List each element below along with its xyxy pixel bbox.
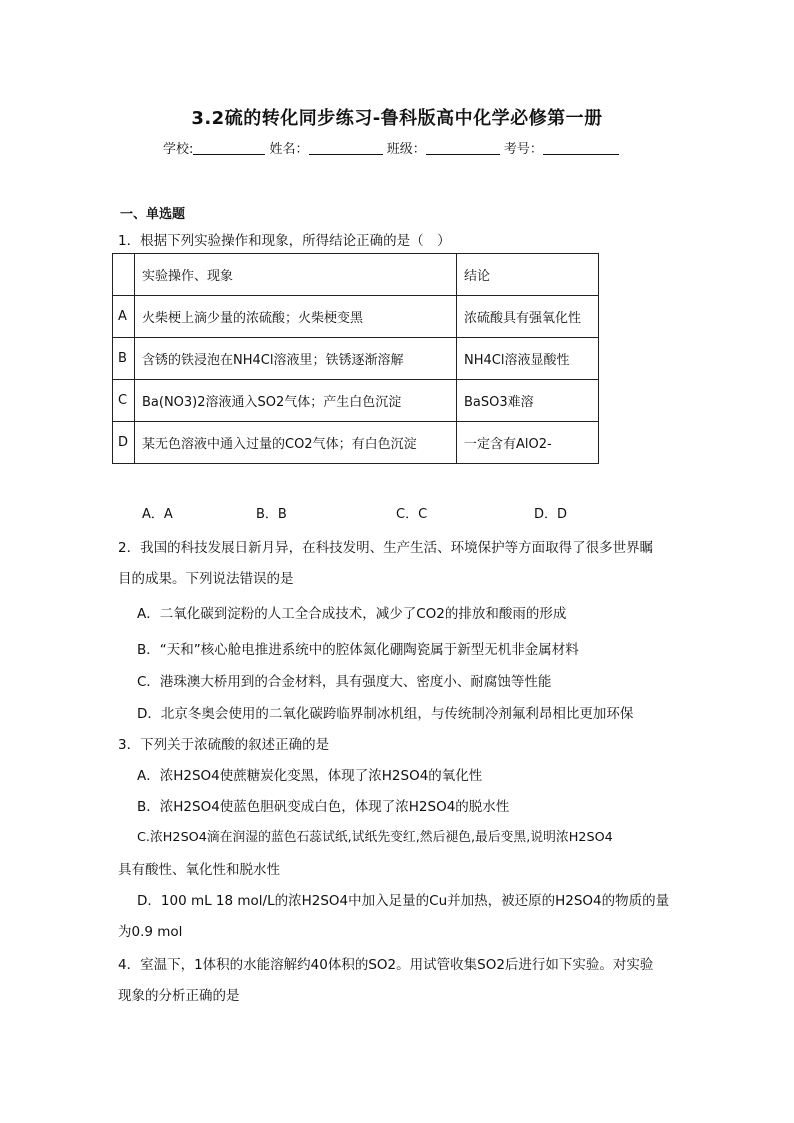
question-2-option-d[interactable]: D．北京冬奥会使用的二氧化碳跨临界制冰机组，与传统制冷剂氟利昂相比更加环保 <box>137 706 634 722</box>
question-3-stem: 3．下列关于浓硫酸的叙述正确的是 <box>118 737 330 753</box>
question-3-option-d-continued: 为0.9 mol <box>118 924 183 940</box>
row-label: A <box>113 296 135 338</box>
choice-c[interactable]: C．C <box>396 507 428 522</box>
row-label: C <box>113 380 135 422</box>
table-header-cell: 实验操作、现象 <box>135 254 457 296</box>
question-3-option-a[interactable]: A．浓H2SO4使蔗糖炭化变黑，体现了浓H2SO4的氧化性 <box>137 768 483 784</box>
choice-b[interactable]: B．B <box>256 507 287 522</box>
row-label: B <box>113 338 135 380</box>
table-cell: BaSO3难溶 <box>457 380 599 422</box>
table-cell: 浓硫酸具有强氧化性 <box>457 296 599 338</box>
question-3-option-c[interactable]: C.浓H2SO4滴在润湿的蓝色石蕊试纸,试纸先变红,然后褪色,最后变黑,说明浓H2SO4 <box>137 830 613 845</box>
table-cell: Ba(NO3)2溶液通入SO2气体；产生白色沉淀 <box>135 380 457 422</box>
school-label: 学校: <box>163 142 194 157</box>
question-1-stem: 1．根据下列实验操作和现象，所得结论正确的是（ ） <box>118 233 451 249</box>
choice-a[interactable]: A．A <box>142 507 173 522</box>
row-label: D <box>113 422 135 464</box>
table-cell: 火柴梗上滴少量的浓硫酸；火柴梗变黑 <box>135 296 457 338</box>
question-4-stem-line-1: 4．室温下，1体积的水能溶解约40体积的SO2。用试管收集SO2后进行如下实验。对实验 <box>118 957 654 973</box>
id-blank[interactable] <box>543 142 619 155</box>
table-cell: 某无色溶液中通入过量的CO2气体；有白色沉淀 <box>135 422 457 464</box>
id-label: 考号： <box>503 142 543 157</box>
question-4-stem-line-2: 现象的分析正确的是 <box>118 988 240 1004</box>
question-2-option-b[interactable]: B．“天和”核心舱电推进系统中的腔体氮化硼陶瓷属于新型无机非金属材料 <box>137 642 579 658</box>
page-title: 3.2硫的转化同步练习-鲁科版高中化学必修第一册 <box>191 108 603 129</box>
question-3-option-b[interactable]: B．浓H2SO4使蓝色胆矾变成白色，体现了浓H2SO4的脱水性 <box>137 799 510 815</box>
section-heading: 一、单选题 <box>120 207 186 222</box>
question-1-table <box>112 253 599 464</box>
table-header-cell: 结论 <box>457 254 599 296</box>
table-row <box>113 338 599 380</box>
question-3-option-c-continued: 具有酸性、氧化性和脱水性 <box>118 862 280 878</box>
question-3-option-d[interactable]: D．100 mL 18 mol/L的浓H2SO4中加入足量的Cu并加热，被还原的H2SO4的物质的量 <box>137 893 670 909</box>
table-row <box>113 296 599 338</box>
table-cell <box>113 254 135 296</box>
student-info-line <box>163 138 619 157</box>
table-row <box>113 380 599 422</box>
name-label: 姓名： <box>269 142 309 157</box>
question-2-stem-line-1: 2．我国的科技发展日新月异，在科技发明、生产生活、环境保护等方面取得了很多世界瞩 <box>118 540 654 556</box>
table-cell: 一定含有AlO2- <box>457 422 599 464</box>
name-blank[interactable] <box>309 142 383 155</box>
question-2-option-a[interactable]: A．二氧化碳到淀粉的人工全合成技术，减少了CO2的排放和酸雨的形成 <box>137 606 567 622</box>
choice-d[interactable]: D．D <box>534 507 568 522</box>
table-row <box>113 422 599 464</box>
school-blank[interactable] <box>193 142 265 155</box>
question-2-option-c[interactable]: C．港珠澳大桥用到的合金材料，具有强度大、密度小、耐腐蚀等性能 <box>137 674 552 690</box>
class-blank[interactable] <box>426 142 500 155</box>
question-2-stem-line-2: 目的成果。下列说法错误的是 <box>118 571 294 587</box>
table-cell: 含锈的铁浸泡在NH4Cl溶液里；铁锈逐渐溶解 <box>135 338 457 380</box>
class-label: 班级： <box>386 142 426 157</box>
table-header-row <box>113 254 599 296</box>
table-cell: NH4Cl溶液显酸性 <box>457 338 599 380</box>
